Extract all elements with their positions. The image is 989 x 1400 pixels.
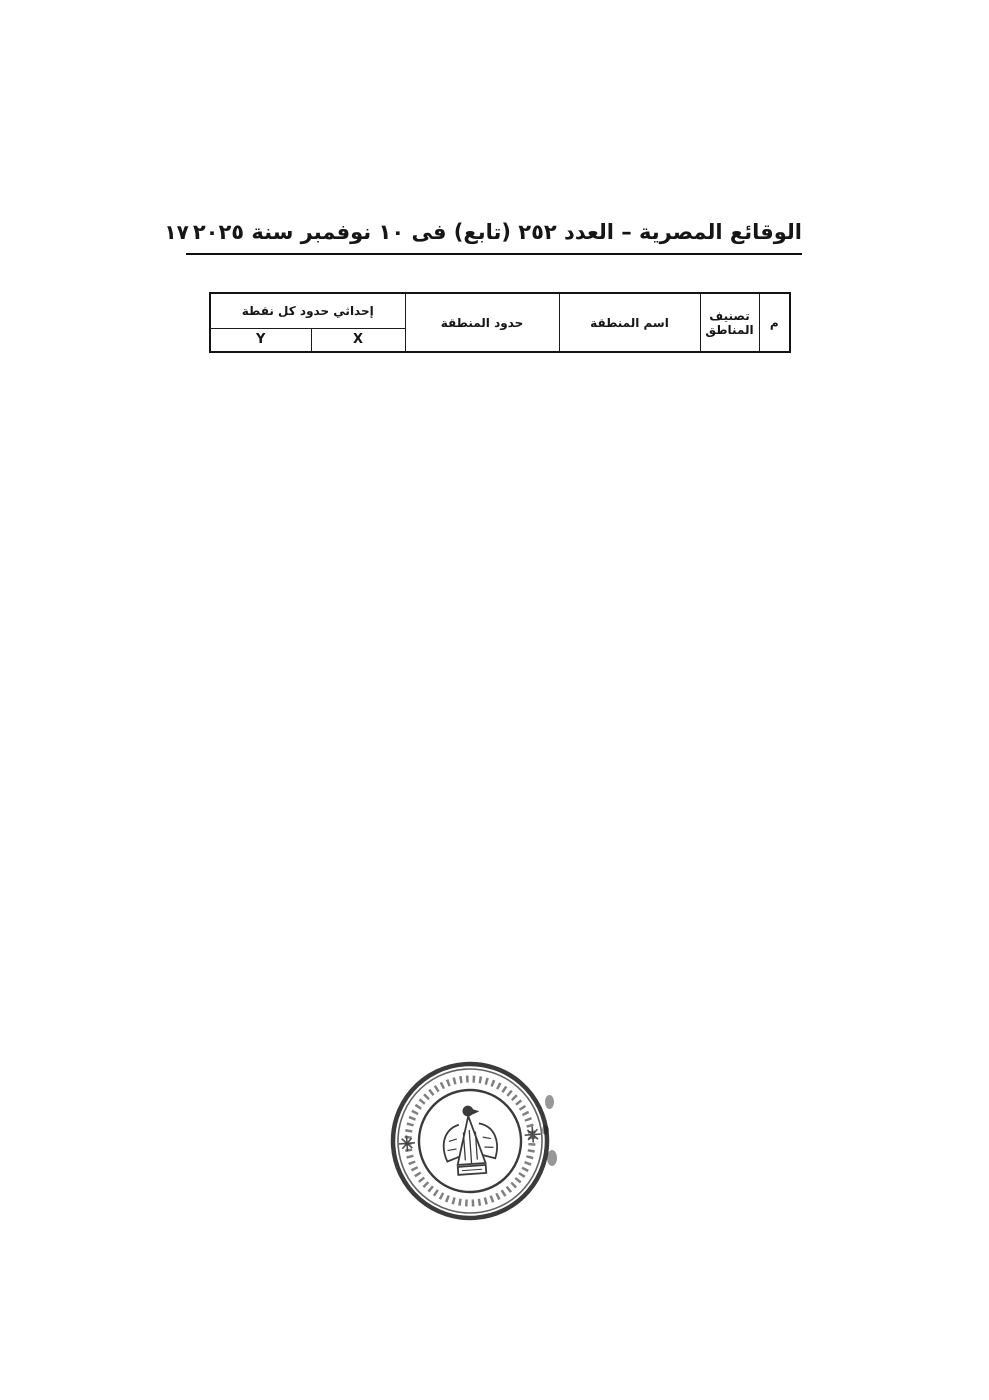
col-header-coords: إحداثي حدود كل نقطة xyxy=(210,293,405,329)
col-header-x: X xyxy=(311,329,405,353)
ink-smudge xyxy=(542,1125,549,1135)
col-header-index: م xyxy=(759,293,790,352)
col-header-name: اسم المنطقة xyxy=(559,293,700,352)
col-header-y: Y xyxy=(210,329,311,353)
ink-smudge xyxy=(545,1095,554,1109)
zones-table xyxy=(209,292,791,353)
page-number: ١٧ xyxy=(164,220,189,244)
masthead xyxy=(164,220,802,255)
col-header-bounds: حدود المنطقة xyxy=(405,293,559,352)
ink-smudge xyxy=(547,1150,557,1166)
eagle-official-stamp-icon xyxy=(380,1050,559,1231)
page-title: الوقائع المصرية – العدد ٢٥٢ (تابع) فى ١٠ نوفمبر سنة ٢٠٢٥ xyxy=(192,220,802,244)
col-header-classification: تصنيف المناطق xyxy=(700,293,759,352)
